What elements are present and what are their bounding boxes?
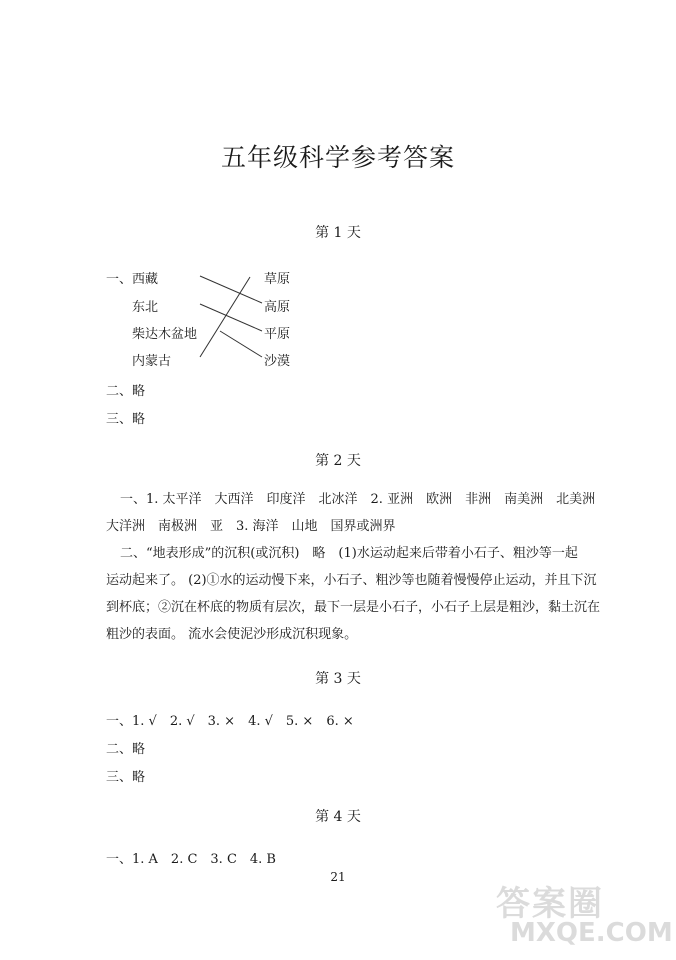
watermark-logo <box>496 874 673 954</box>
watermark-text-top: 答案圈 <box>496 884 604 924</box>
match-line-neimenggu-caoyuan <box>200 277 250 357</box>
match-right-item: 草原 <box>264 272 291 287</box>
match-left-item: 西藏 <box>132 272 159 287</box>
match-line-xizang-gaoyuan <box>200 276 262 303</box>
day-2-heading: 第 2 天 <box>315 453 361 469</box>
match-left-item: 柴达木盆地 <box>132 327 198 342</box>
match-left-item: 内蒙古 <box>132 354 172 369</box>
day-4-heading: 第 4 天 <box>315 809 361 825</box>
day-1-heading: 第 1 天 <box>315 225 361 241</box>
day1-q1-label: 一、 <box>106 272 133 287</box>
text-line: 大洋洲 南极洲 亚 3. 海洋 山地 国界或洲界 <box>106 519 396 534</box>
day1-q2: 二、略 <box>106 384 146 399</box>
match-right-item: 高原 <box>264 300 291 315</box>
text-line: 粗沙的表面。 流水会使泥沙形成沉积现象。 <box>106 627 358 642</box>
day3-q3: 三、略 <box>106 770 146 785</box>
day2-answer-1 <box>106 486 612 540</box>
match-line-dongbei-pingyuan <box>200 304 262 331</box>
day3-q1: 一、1. √ 2. √ 3. × 4. √ 5. × 6. × <box>106 714 354 729</box>
watermark-text-bottom: MXQE.COM <box>510 918 673 948</box>
day3-q2: 二、略 <box>106 742 146 757</box>
match-right-item: 平原 <box>264 327 291 342</box>
day1-q3: 三、略 <box>106 412 146 427</box>
page-number: 21 <box>330 870 346 884</box>
day2-answer-2 <box>106 540 612 648</box>
text-line: 运动起来了。 (2)①水的运动慢下来，小石子、粗沙等也随着慢慢停止运动，并且下沉 <box>106 573 597 588</box>
match-left-item: 东北 <box>132 300 159 315</box>
text-line: 一、1. 太平洋 大西洋 印度洋 北冰洋 2. 亚洲 欧洲 非洲 南美洲 北美洲 <box>120 492 596 507</box>
match-line-chaidamu-shamo <box>220 331 262 357</box>
match-right-item: 沙漠 <box>264 354 291 369</box>
text-line: 二、“地表形成”的沉积(或沉积) 略 (1)水运动起来后带着小石子、粗沙等一起 <box>120 546 578 561</box>
day-3-heading: 第 3 天 <box>315 671 361 687</box>
text-line: 到杯底；②沉在杯底的物质有层次，最下一层是小石子，小石子上层是粗沙，黏土沉在 <box>106 600 601 615</box>
page-title: 五年级科学参考答案 <box>220 143 455 172</box>
day4-q1: 一、1. A 2. C 3. C 4. B <box>106 852 276 867</box>
